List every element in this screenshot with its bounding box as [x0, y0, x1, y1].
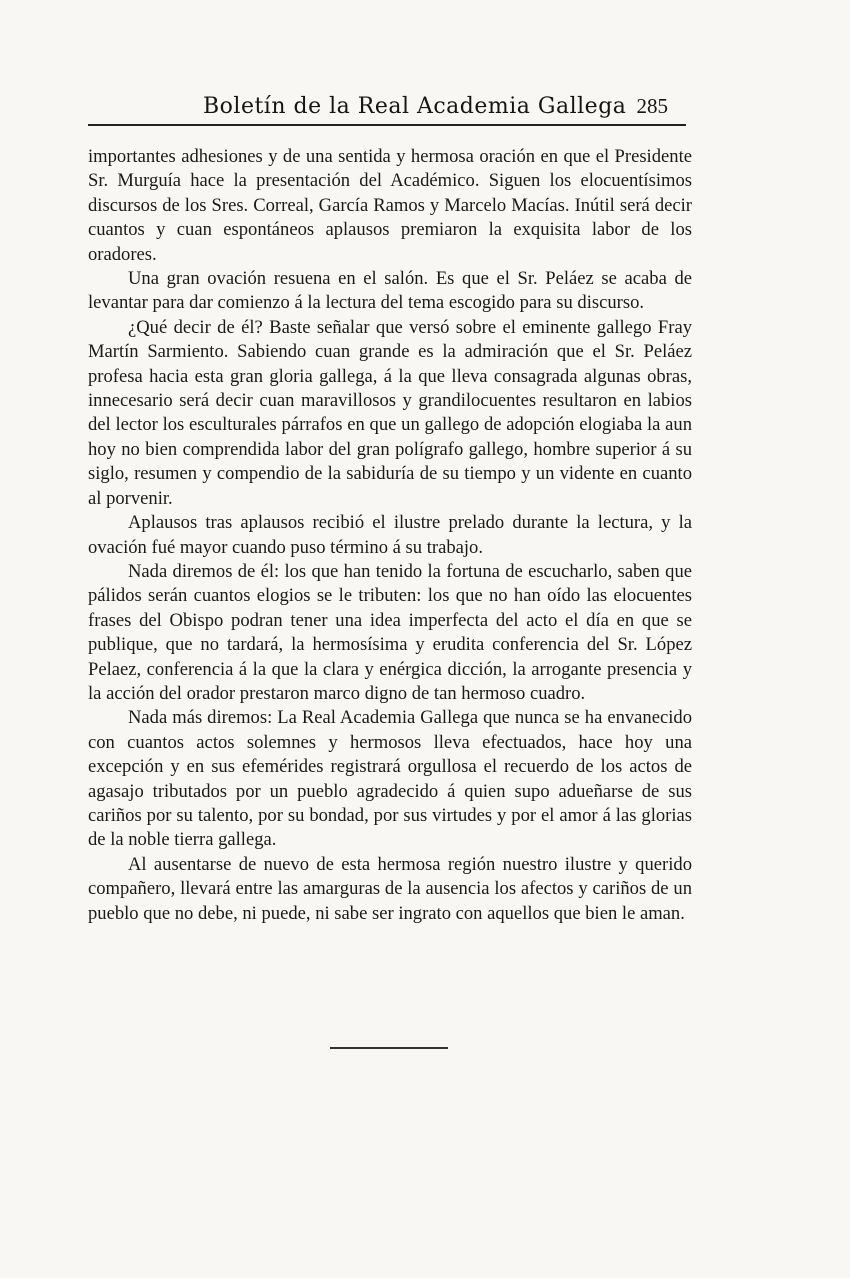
journal-title: Boletín de la Real Academia Gallega — [203, 94, 627, 119]
paragraph-6: Nada más diremos: La Real Academia Gallega que nunca se ha envanecido con cuantos actos solemnes y hermosos lleva efectuados, hace hoy una excepción y en sus efemérides registrará orgullosa el recuerdo de los actos de agasajo tributados por un pueblo agradecido á quien supo adueñarse de sus cariños por su talento, por su bondad, por sus virtudes y por el amor á las glorias de la noble tierra gallega. — [88, 707, 692, 851]
paragraph-3: ¿Qué decir de él? Baste señalar que versó sobre el eminente gallego Fray Martín Sarmiento. Sabiendo cuan grande es la admiración que el Sr. Peláez profesa hacia esta gran gloria gallega, á la que lleva consagrada algunas obras, innecesario será decir cuan maravillosos y grandilocuentes resultaron en labios del lector los esculturales párrafos en que un gallego de adopción elogiaba la aun hoy no bien comprendida labor del gran polígrafo gallego, hombre superior á su siglo, resumen y compendio de la sabiduría de su tiempo y un vidente en cuanto al porvenir. — [88, 316, 692, 509]
header-rule — [88, 124, 686, 126]
paragraph-4: Aplausos tras aplausos recibió el ilustre prelado durante la lectura, y la ovación fué mayor cuando puso término á su trabajo. — [88, 512, 692, 558]
closing-rule — [330, 1047, 448, 1049]
running-header — [88, 94, 686, 126]
article-body — [88, 145, 692, 926]
paragraph-5: Nada diremos de él: los que han tenido la fortuna de escucharlo, saben que pálidos serán cuantos elogios se le tributen: los que no han oído las elocuentes frases del Obispo podran tener una idea imperfecta del acto el día en que se publique, que no tardará, la hermosísima y erudita conferencia del Sr. López Pelaez, conferencia á la que la clara y enérgica dicción, la arrogante presencia y la acción del orador prestaron marco digno de tan hermoso cuadro. — [88, 560, 692, 704]
paragraph-1: importantes adhesiones y de una sentida y hermosa oración en que el Presidente Sr. Murguía hace la presentación del Académico. Siguen los elocuentísimos discursos de los Sres. Correal, García Ramos y Marcelo Macías. Inútil será decir cuantos y cuan espontáneos aplausos premiaron la exquisita labor de los oradores. — [88, 146, 692, 265]
paragraph-2: Una gran ovación resuena en el salón. Es que el Sr. Peláez se acaba de levantar para dar comienzo á la lectura del tema escogido para su discurso. — [88, 268, 692, 314]
paragraph-7: Al ausentarse de nuevo de esta hermosa región nuestro ilustre y querido compañero, llevará entre las amarguras de la ausencia los afectos y cariños de un pueblo que no debe, ni puede, ni sabe ser ingrato con aquellos que bien le aman. — [88, 853, 692, 924]
page-number: 285 — [636, 94, 668, 118]
